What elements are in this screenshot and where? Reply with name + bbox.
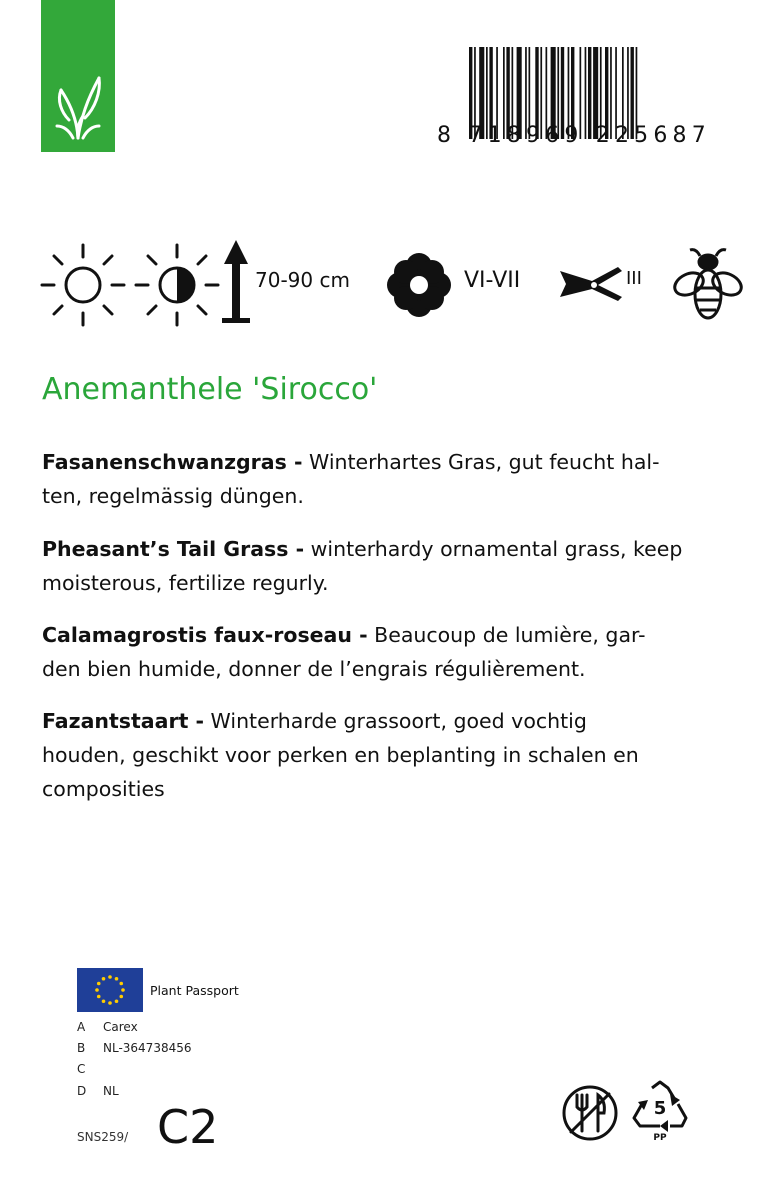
height-text: 70-90 cm: [255, 268, 350, 292]
description-en-name: Pheasant’s Tail Grass -: [42, 537, 305, 561]
passport-value: NL-364738456: [103, 1041, 192, 1055]
description-de-name: Fasanenschwanzgras -: [42, 450, 303, 474]
barcode: [437, 45, 727, 155]
passport-label: D: [77, 1084, 87, 1098]
not-edible-icon: [560, 1083, 620, 1143]
half-shade-icon: [134, 243, 220, 327]
plant-passport-title: Plant Passport: [150, 983, 239, 998]
brand-tab: [41, 0, 115, 152]
flowering-months: VI-VII: [464, 268, 521, 293]
passport-label: B: [77, 1041, 86, 1055]
description-nl: [42, 704, 742, 806]
passport-value: Carex: [103, 1020, 138, 1034]
passport-row-a: [77, 1020, 138, 1034]
pot-size: C2: [157, 1100, 219, 1154]
description-en-line1: winterhardy ornamental grass, keep: [304, 537, 683, 561]
grass-logo-icon: [51, 70, 105, 142]
description-en: [42, 532, 742, 600]
flower-icon: [386, 252, 452, 318]
passport-value: NL: [103, 1084, 119, 1098]
recycle-triangle-icon: [630, 1080, 690, 1142]
description-fr-name: Calamagrostis faux-roseau -: [42, 623, 368, 647]
description-fr: [42, 618, 742, 686]
description-fr-line2: den bien humide, donner de l’engrais régulièrement.: [42, 657, 586, 681]
description-de: [42, 445, 742, 513]
eu-stars-icon: [77, 968, 143, 1012]
bee-icon: [672, 246, 744, 324]
description-nl-name: Fazantstaart -: [42, 709, 205, 733]
description-fr-line1: Beaucoup de lumière, gar-: [367, 623, 646, 647]
description-en-line2: moisterous, fertilize regurly.: [42, 571, 329, 595]
height-arrow-icon: [218, 238, 254, 326]
recycle-material: PP: [653, 1133, 667, 1142]
pruning-shears-icon: [558, 263, 624, 305]
passport-label: C: [77, 1062, 86, 1076]
passport-row-c: [77, 1062, 103, 1076]
product-title: Anemanthele 'Sirocco': [42, 372, 378, 407]
pruning-month: III: [626, 268, 642, 289]
description-de-line2: ten, regelmässig düngen.: [42, 484, 304, 508]
passport-label: A: [77, 1020, 86, 1034]
description-nl-line3: composities: [42, 777, 165, 801]
product-code: SNS259/: [77, 1130, 129, 1144]
barcode-digits: 8 718969 225687: [437, 123, 711, 148]
description-de-line1: Winterhartes Gras, gut feucht hal-: [302, 450, 660, 474]
passport-row-d: [77, 1084, 119, 1098]
eu-flag: [77, 968, 143, 1012]
care-icons-row: [40, 238, 750, 328]
passport-row-b: [77, 1041, 192, 1055]
recycle-number: 5: [653, 1098, 667, 1119]
description-nl-line2: houden, geschikt voor perken en beplanting in schalen en: [42, 743, 639, 767]
recycle-icon: [630, 1080, 690, 1146]
sun-icon: [40, 243, 126, 327]
description-nl-line1: Winterharde grassoort, goed vochtig: [204, 709, 587, 733]
